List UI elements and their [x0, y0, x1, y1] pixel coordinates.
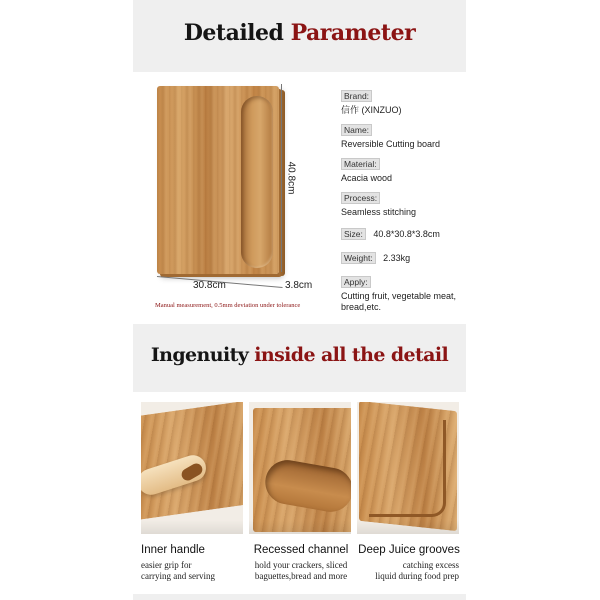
spec-label: Brand:: [341, 90, 372, 102]
feature-caption-channel: [247, 544, 355, 582]
juice-groove-photo: [357, 402, 459, 534]
spec-process: [341, 188, 466, 218]
feature-desc: catching excess liquid during food prep: [375, 560, 459, 581]
spec-name: [341, 120, 466, 150]
spec-label: Material:: [341, 158, 380, 170]
spec-label: Apply:: [341, 276, 371, 288]
height-dimension-label: 40.8cm: [285, 161, 297, 195]
parameter-header: [133, 0, 466, 72]
depth-dimension-label: 3.8cm: [285, 280, 313, 291]
spec-value: Reversible Cutting board: [341, 139, 441, 149]
spec-value: 2.33kg: [383, 253, 411, 263]
ingenuity-title: Ingenuity inside all the detail: [150, 344, 449, 366]
feature-caption-grooves: [355, 544, 463, 582]
spec-label: Size:: [341, 228, 366, 240]
spec-value: 40.8*30.8*3.8cm: [373, 229, 440, 239]
feature-title: Deep Juice grooves: [358, 544, 460, 556]
inner-handle-photo: [141, 402, 243, 534]
spec-weight: [341, 248, 466, 266]
spec-value: Seamless stitching: [341, 207, 417, 217]
product-detail-page: [133, 0, 466, 600]
spec-list: [341, 86, 466, 317]
feature-desc: easier grip for carrying and serving: [141, 560, 215, 581]
spec-apply: [341, 272, 466, 313]
cutting-board-illustration: [153, 84, 293, 284]
feature-desc: hold your crackers, sliced baguettes,bread and more: [254, 560, 348, 581]
measurement-note: Manual measurement, 0.5mm deviation under tolerance: [155, 302, 301, 309]
feature-title: Recessed channel: [253, 544, 349, 556]
bottom-strip: [133, 594, 466, 600]
feature-caption-handle: [133, 544, 249, 582]
spec-label: Process:: [341, 192, 380, 204]
spec-value: Cutting fruit, vegetable meat, bread,etc.: [341, 291, 457, 312]
spec-value: Acacia wood: [341, 173, 393, 183]
juice-groove-image: [369, 420, 446, 517]
spec-material: [341, 154, 466, 184]
parameter-title: Detailed Parameter: [183, 20, 416, 46]
spec-label: Weight:: [341, 252, 376, 264]
width-dimension-label: 30.8cm: [193, 280, 226, 291]
ingenuity-header: [133, 324, 466, 392]
recessed-channel-photo: [249, 402, 351, 534]
spec-size: [341, 224, 466, 242]
board-surface: [157, 86, 279, 274]
board-edge: [279, 90, 285, 276]
spec-value: 信作 (XINZUO): [341, 105, 402, 115]
spec-label: Name:: [341, 124, 372, 136]
board-groove: [241, 96, 273, 268]
feature-title: Inner handle: [141, 544, 205, 556]
height-dimension-line: [281, 84, 282, 272]
spec-brand: [341, 86, 466, 116]
